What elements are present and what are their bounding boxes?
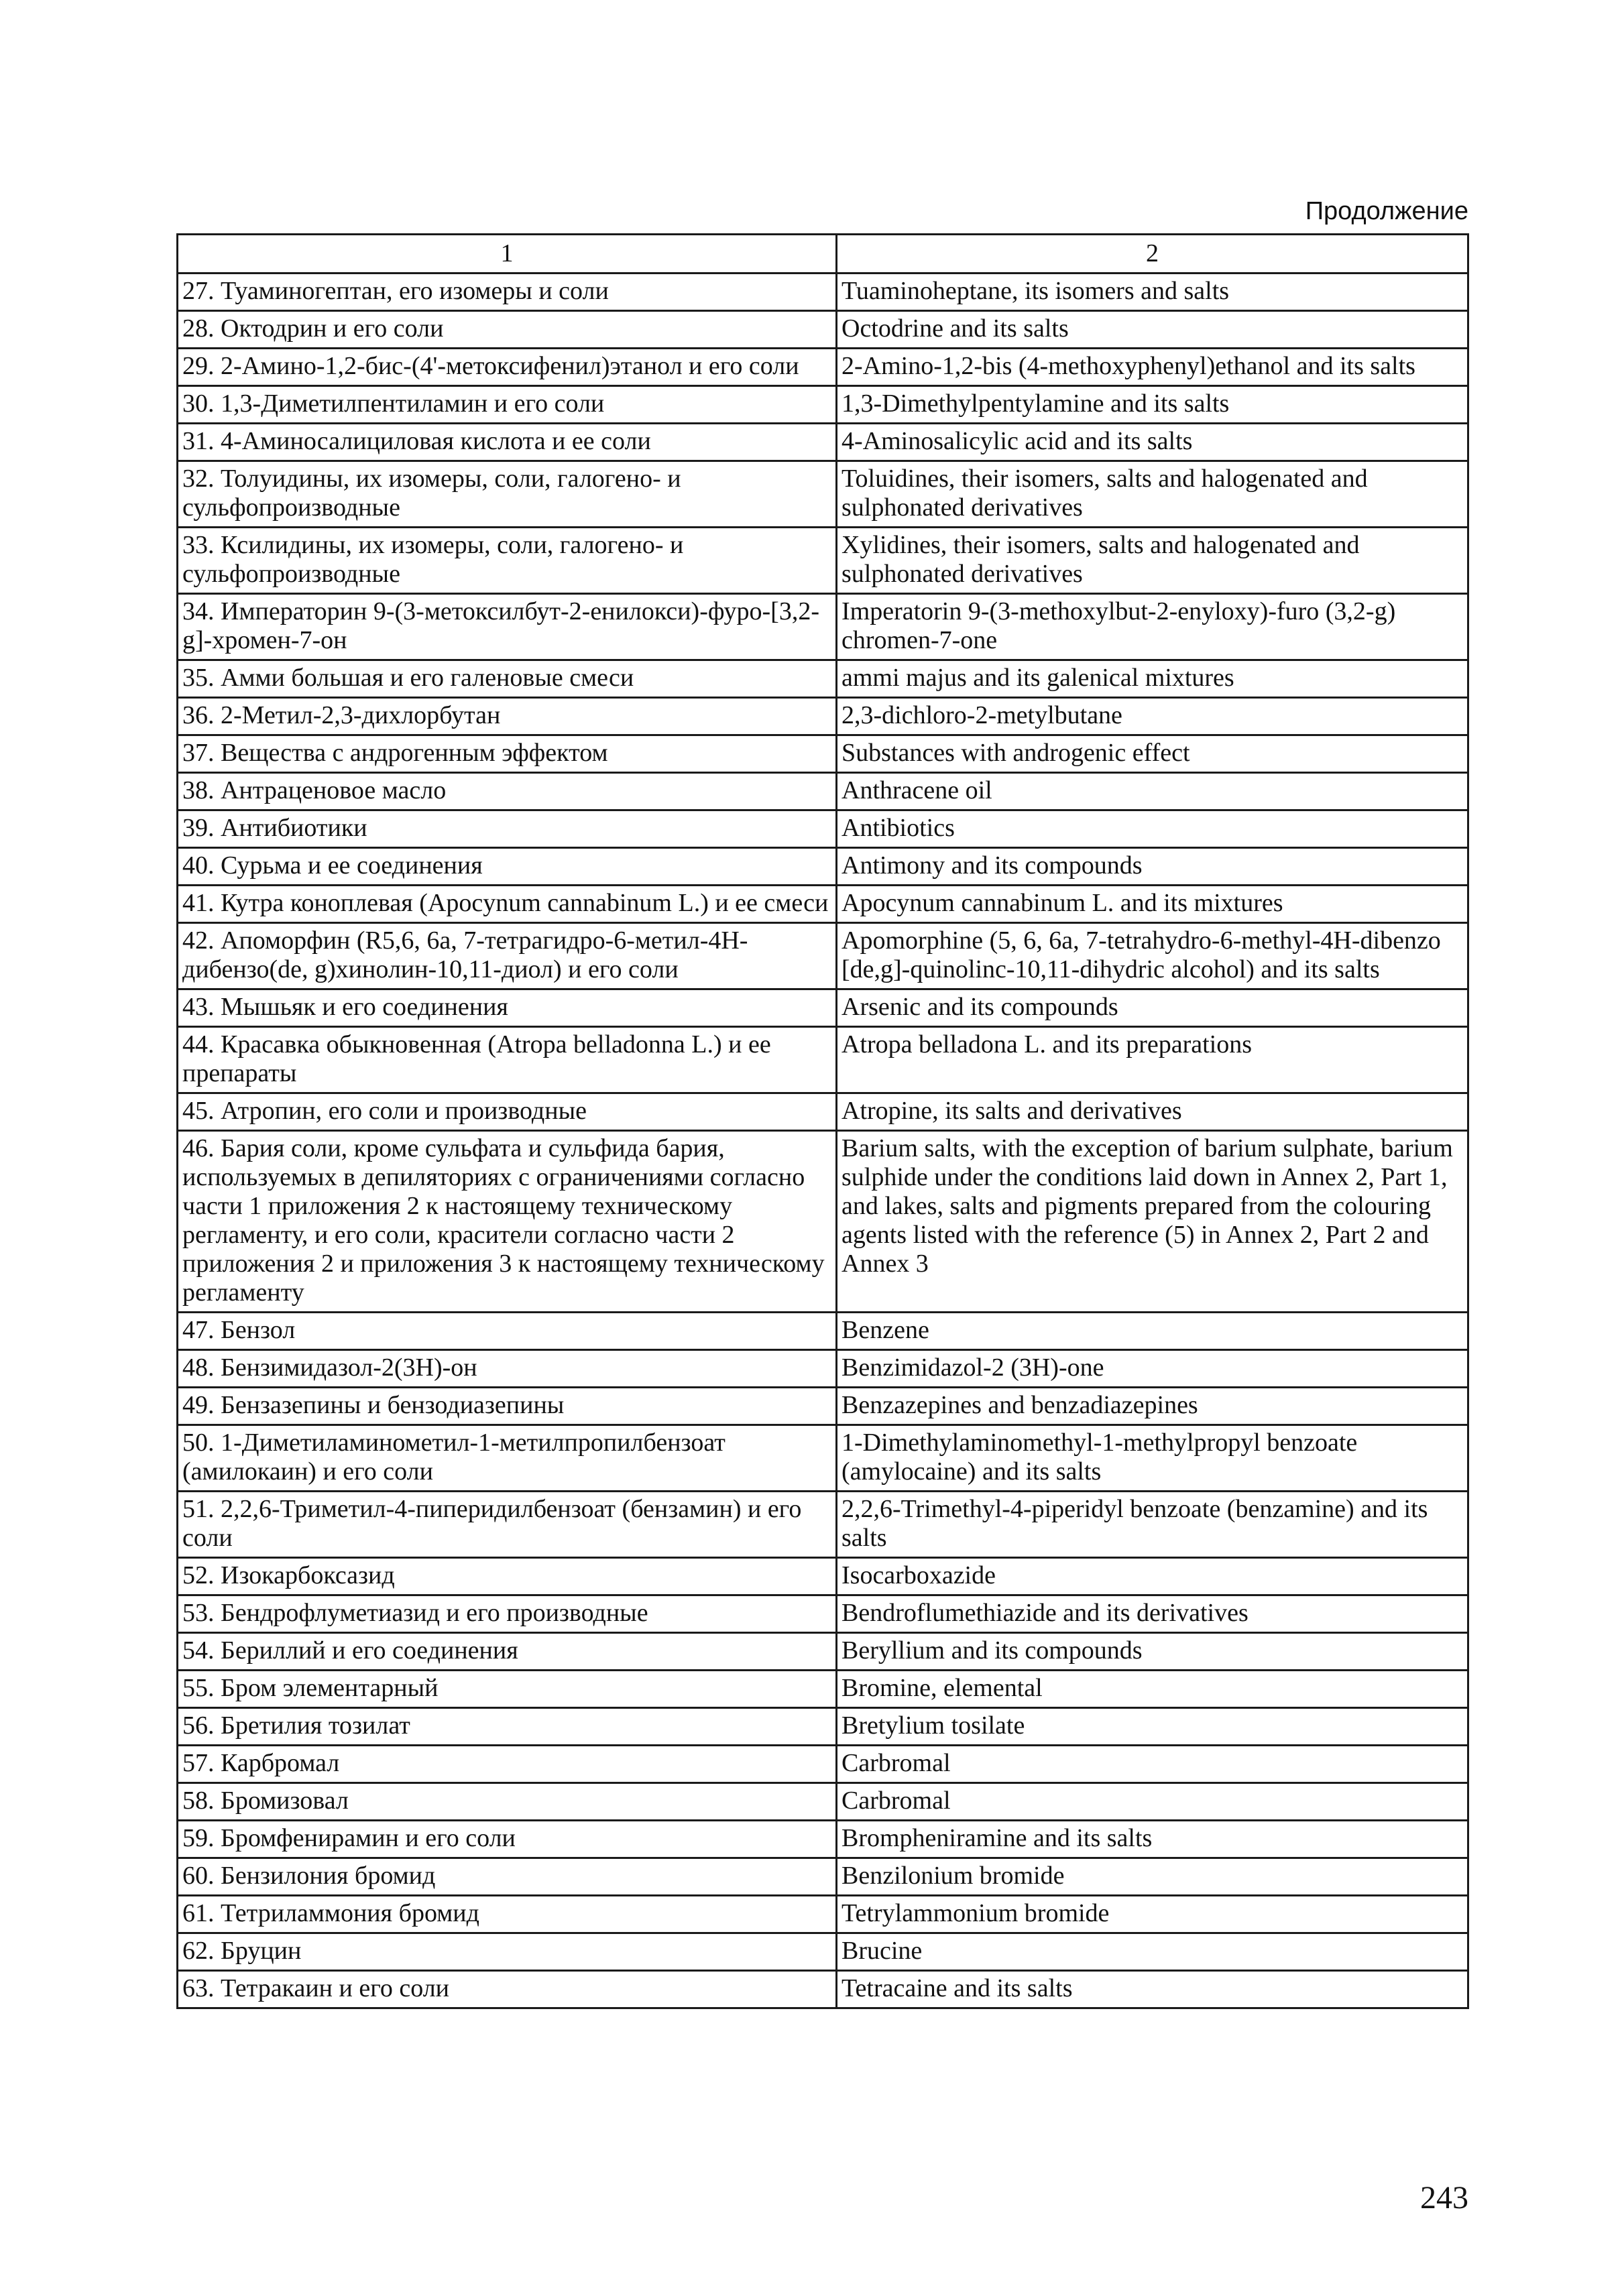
table-row bbox=[178, 1093, 1468, 1131]
cell-russian-name: 55. Бром элементарный bbox=[178, 1671, 837, 1708]
table-body bbox=[178, 274, 1468, 2008]
cell-english-name: Brucine bbox=[837, 1933, 1468, 1971]
cell-english-name: Xylidines, their isomers, salts and halogenated and sulphonated derivatives bbox=[837, 528, 1468, 594]
cell-russian-name: 46. Бария соли, кроме сульфата и сульфида бария, используемых в депиляториях с ограничениями согласно части 1 приложения 2 к настоящему техническому регламенту, и его соли, красители согласно части 2 приложения 2 и приложения 3 к настоящему техническому регламенту bbox=[178, 1131, 837, 1313]
table-row bbox=[178, 886, 1468, 923]
table-row bbox=[178, 1558, 1468, 1595]
table-row bbox=[178, 1131, 1468, 1313]
table-row bbox=[178, 461, 1468, 528]
cell-russian-name: 36. 2-Метил-2,3-дихлорбутан bbox=[178, 698, 837, 735]
table-row bbox=[178, 1633, 1468, 1671]
table-row bbox=[178, 698, 1468, 735]
cell-russian-name: 51. 2,2,6-Триметил-4-пиперидилбензоат (бензамин) и его соли bbox=[178, 1492, 837, 1558]
cell-english-name: Toluidines, their isomers, salts and halogenated and sulphonated derivatives bbox=[837, 461, 1468, 528]
cell-russian-name: 32. Толуидины, их изомеры, соли, галогено- и сульфопроизводные bbox=[178, 461, 837, 528]
table-row bbox=[178, 773, 1468, 810]
table-row bbox=[178, 594, 1468, 660]
table-row bbox=[178, 274, 1468, 311]
cell-russian-name: 48. Бензимидазол-2(3H)-он bbox=[178, 1350, 837, 1388]
cell-russian-name: 30. 1,3-Диметилпентиламин и его соли bbox=[178, 386, 837, 424]
cell-russian-name: 49. Бензазепины и бензодиазепины bbox=[178, 1388, 837, 1425]
table-row bbox=[178, 386, 1468, 424]
cell-english-name: Tetracaine and its salts bbox=[837, 1971, 1468, 2008]
cell-english-name: Tetrylammonium bromide bbox=[837, 1896, 1468, 1933]
table-row bbox=[178, 1425, 1468, 1492]
cell-russian-name: 44. Красавка обыкновенная (Atropa belladonna L.) и ее препараты bbox=[178, 1027, 837, 1093]
cell-russian-name: 35. Амми большая и его галеновые смеси bbox=[178, 660, 837, 698]
cell-english-name: Benzazepines and benzadiazepines bbox=[837, 1388, 1468, 1425]
cell-english-name: Anthracene oil bbox=[837, 773, 1468, 810]
cell-english-name: Apocynum cannabinum L. and its mixtures bbox=[837, 886, 1468, 923]
cell-english-name: Beryllium and its compounds bbox=[837, 1633, 1468, 1671]
table-row bbox=[178, 311, 1468, 349]
cell-english-name: Bretylium tosilate bbox=[837, 1708, 1468, 1746]
cell-russian-name: 42. Апоморфин (R5,6, 6a, 7-тетрагидро-6-метил-4H-дибензо(de, g)хинолин-10,11-диол) и его соли bbox=[178, 923, 837, 989]
cell-english-name: Benzimidazol-2 (3H)-one bbox=[837, 1350, 1468, 1388]
table-row bbox=[178, 1671, 1468, 1708]
table-row bbox=[178, 810, 1468, 848]
table-row bbox=[178, 1821, 1468, 1858]
cell-english-name: Apomorphine (5, 6, 6a, 7-tetrahydro-6-methyl-4H-dibenzo [de,g]-quinolinc-10,11-dihydric alcohol) and its salts bbox=[837, 923, 1468, 989]
cell-english-name: Arsenic and its compounds bbox=[837, 989, 1468, 1027]
cell-english-name: Octodrine and its salts bbox=[837, 311, 1468, 349]
table-row bbox=[178, 1388, 1468, 1425]
cell-russian-name: 50. 1-Диметиламинометил-1-метилпропилбензоат (амилокаин) и его соли bbox=[178, 1425, 837, 1492]
table-row bbox=[178, 1858, 1468, 1896]
table-row bbox=[178, 923, 1468, 989]
cell-english-name: ammi majus and its galenical mixtures bbox=[837, 660, 1468, 698]
cell-russian-name: 52. Изокарбоксазид bbox=[178, 1558, 837, 1595]
cell-english-name: 2,2,6-Trimethyl-4-piperidyl benzoate (benzamine) and its salts bbox=[837, 1492, 1468, 1558]
cell-russian-name: 47. Бензол bbox=[178, 1313, 837, 1350]
cell-english-name: 1,3-Dimethylpentylamine and its salts bbox=[837, 386, 1468, 424]
table-row bbox=[178, 1933, 1468, 1971]
cell-english-name: Tuaminoheptane, its isomers and salts bbox=[837, 274, 1468, 311]
cell-russian-name: 31. 4-Аминосалициловая кислота и ее соли bbox=[178, 424, 837, 461]
cell-russian-name: 28. Октодрин и его соли bbox=[178, 311, 837, 349]
cell-english-name: 1-Dimethylaminomethyl-1-methylpropyl benzoate (amylocaine) and its salts bbox=[837, 1425, 1468, 1492]
cell-english-name: Bromine, elemental bbox=[837, 1671, 1468, 1708]
table-row bbox=[178, 1492, 1468, 1558]
continuation-label: Продолжение bbox=[1305, 197, 1468, 225]
table-row bbox=[178, 660, 1468, 698]
cell-english-name: Carbromal bbox=[837, 1746, 1468, 1783]
table-row bbox=[178, 1313, 1468, 1350]
table-row bbox=[178, 349, 1468, 386]
table-row bbox=[178, 1708, 1468, 1746]
table-row bbox=[178, 848, 1468, 886]
cell-russian-name: 60. Бензилония бромид bbox=[178, 1858, 837, 1896]
table-row bbox=[178, 1971, 1468, 2008]
cell-english-name: 4-Aminosalicylic acid and its salts bbox=[837, 424, 1468, 461]
cell-english-name: Isocarboxazide bbox=[837, 1558, 1468, 1595]
cell-russian-name: 29. 2-Амино-1,2-бис-(4'-метоксифенил)этанол и его соли bbox=[178, 349, 837, 386]
cell-english-name: Benzene bbox=[837, 1313, 1468, 1350]
table-row bbox=[178, 735, 1468, 773]
table-row bbox=[178, 1595, 1468, 1633]
cell-russian-name: 41. Кутра коноплевая (Apocynum cannabinum L.) и ее смеси bbox=[178, 886, 837, 923]
table-row bbox=[178, 1746, 1468, 1783]
column-header-1: 1 bbox=[178, 235, 837, 274]
column-header-2: 2 bbox=[837, 235, 1468, 274]
table-row bbox=[178, 424, 1468, 461]
cell-english-name: 2-Amino-1,2-bis (4-methoxyphenyl)ethanol and its salts bbox=[837, 349, 1468, 386]
cell-russian-name: 57. Карбромал bbox=[178, 1746, 837, 1783]
cell-english-name: 2,3-dichloro-2-metylbutane bbox=[837, 698, 1468, 735]
cell-russian-name: 34. Императорин 9-(3-метоксилбут-2-енилокси)-фуро-[3,2-g]-хромен-7-он bbox=[178, 594, 837, 660]
table-header-row bbox=[178, 235, 1468, 274]
cell-russian-name: 53. Бендрофлуметиазид и его производные bbox=[178, 1595, 837, 1633]
cell-english-name: Antibiotics bbox=[837, 810, 1468, 848]
cell-russian-name: 63. Тетракаин и его соли bbox=[178, 1971, 837, 2008]
cell-english-name: Atropine, its salts and derivatives bbox=[837, 1093, 1468, 1131]
table-row bbox=[178, 1783, 1468, 1821]
cell-russian-name: 59. Бромфенирамин и его соли bbox=[178, 1821, 837, 1858]
cell-russian-name: 43. Мышьяк и его соединения bbox=[178, 989, 837, 1027]
cell-russian-name: 58. Бромизовал bbox=[178, 1783, 837, 1821]
table-row bbox=[178, 1350, 1468, 1388]
table-row bbox=[178, 989, 1468, 1027]
cell-russian-name: 37. Вещества с андрогенным эффектом bbox=[178, 735, 837, 773]
cell-english-name: Carbromal bbox=[837, 1783, 1468, 1821]
cell-english-name: Substances with androgenic effect bbox=[837, 735, 1468, 773]
cell-russian-name: 27. Туаминогептан, его изомеры и соли bbox=[178, 274, 837, 311]
cell-english-name: Imperatorin 9-(3-methoxylbut-2-enyloxy)-furo (3,2-g) chromen-7-one bbox=[837, 594, 1468, 660]
table-row bbox=[178, 1896, 1468, 1933]
cell-russian-name: 56. Бретилия тозилат bbox=[178, 1708, 837, 1746]
cell-russian-name: 45. Атропин, его соли и производные bbox=[178, 1093, 837, 1131]
table-header bbox=[178, 235, 1468, 274]
cell-english-name: Brompheniramine and its salts bbox=[837, 1821, 1468, 1858]
substances-table bbox=[176, 233, 1469, 2009]
cell-russian-name: 38. Антраценовое масло bbox=[178, 773, 837, 810]
cell-english-name: Antimony and its compounds bbox=[837, 848, 1468, 886]
page-number: 243 bbox=[1420, 2180, 1468, 2216]
table-row bbox=[178, 528, 1468, 594]
cell-english-name: Barium salts, with the exception of barium sulphate, barium sulphide under the conditions laid down in Annex 2, Part 1, and lakes, salts and pigments prepared from the colouring agents listed with the reference (5) in Annex 2, Part 2 and Annex 3 bbox=[837, 1131, 1468, 1313]
table-row bbox=[178, 1027, 1468, 1093]
cell-russian-name: 62. Бруцин bbox=[178, 1933, 837, 1971]
cell-english-name: Benzilonium bromide bbox=[837, 1858, 1468, 1896]
cell-russian-name: 61. Тетриламмония бромид bbox=[178, 1896, 837, 1933]
cell-english-name: Bendroflumethiazide and its derivatives bbox=[837, 1595, 1468, 1633]
cell-russian-name: 39. Антибиотики bbox=[178, 810, 837, 848]
cell-russian-name: 54. Бериллий и его соединения bbox=[178, 1633, 837, 1671]
cell-russian-name: 33. Ксилидины, их изомеры, соли, галогено- и сульфопроизводные bbox=[178, 528, 837, 594]
cell-russian-name: 40. Сурьма и ее соединения bbox=[178, 848, 837, 886]
cell-english-name: Atropa belladona L. and its preparations bbox=[837, 1027, 1468, 1093]
